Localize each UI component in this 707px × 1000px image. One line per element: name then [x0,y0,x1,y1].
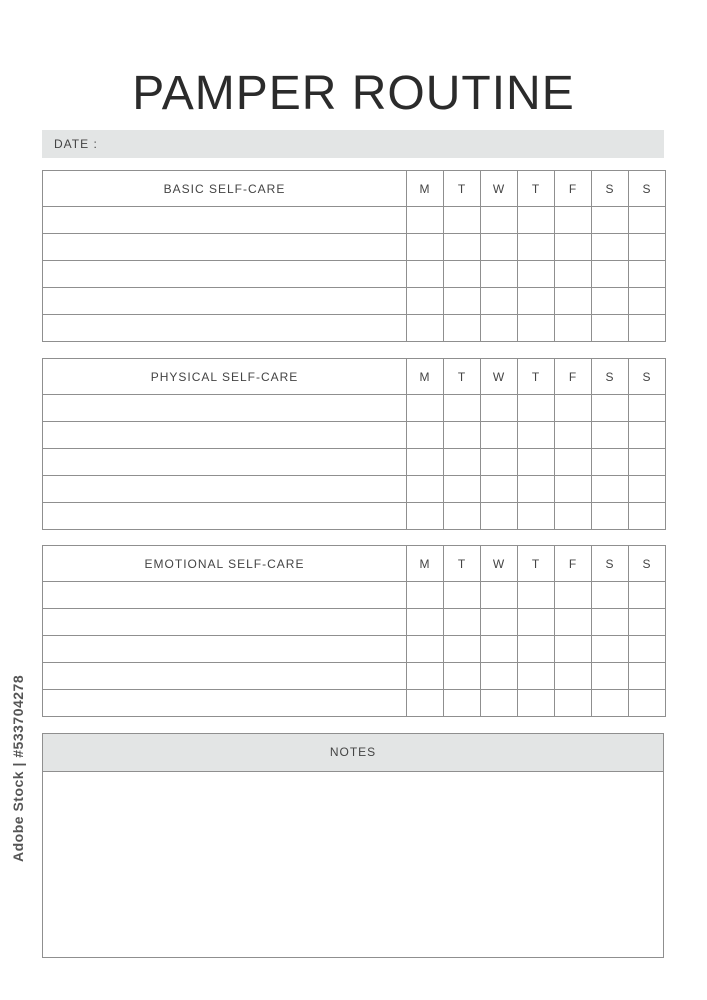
day-check-cell[interactable] [629,636,666,663]
activity-cell[interactable] [43,476,407,503]
tracker-rows [43,395,666,530]
day-header-fri: F [555,171,592,207]
day-check-cell[interactable] [592,422,629,449]
emotional-self-care-table [42,545,666,717]
day-check-cell[interactable] [629,449,666,476]
day-check-cell[interactable] [518,609,555,636]
day-check-cell[interactable] [481,315,518,342]
table-row [43,261,666,288]
day-header-sun: S [629,359,666,395]
day-check-cell[interactable] [592,663,629,690]
day-check-cell[interactable] [518,207,555,234]
day-check-cell[interactable] [407,261,444,288]
day-check-cell[interactable] [629,234,666,261]
day-check-cell[interactable] [481,261,518,288]
day-check-cell[interactable] [629,207,666,234]
activity-cell[interactable] [43,395,407,422]
day-header-mon: M [407,359,444,395]
section-heading: EMOTIONAL SELF-CARE [43,546,407,582]
day-check-cell[interactable] [444,636,481,663]
day-check-cell[interactable] [481,234,518,261]
day-check-cell[interactable] [444,395,481,422]
day-check-cell[interactable] [555,288,592,315]
day-check-cell[interactable] [481,582,518,609]
day-check-cell[interactable] [555,609,592,636]
day-check-cell[interactable] [481,663,518,690]
table-row [43,288,666,315]
activity-cell[interactable] [43,636,407,663]
day-check-cell[interactable] [518,582,555,609]
activity-cell[interactable] [43,663,407,690]
table-row [43,422,666,449]
day-check-cell[interactable] [592,690,629,717]
day-check-cell[interactable] [555,422,592,449]
day-check-cell[interactable] [518,636,555,663]
day-check-cell[interactable] [629,582,666,609]
basic-self-care-table [42,170,666,342]
day-check-cell[interactable] [555,315,592,342]
day-header-thu: T [518,546,555,582]
day-check-cell[interactable] [407,234,444,261]
day-check-cell[interactable] [592,449,629,476]
day-header-mon: M [407,171,444,207]
activity-cell[interactable] [43,449,407,476]
day-check-cell[interactable] [555,690,592,717]
day-check-cell[interactable] [592,234,629,261]
day-check-cell[interactable] [555,261,592,288]
day-check-cell[interactable] [407,582,444,609]
day-header-sun: S [629,546,666,582]
day-check-cell[interactable] [407,636,444,663]
day-header-sat: S [592,171,629,207]
day-check-cell[interactable] [629,315,666,342]
section-heading: PHYSICAL SELF-CARE [43,359,407,395]
day-check-cell[interactable] [444,476,481,503]
day-check-cell[interactable] [444,422,481,449]
day-check-cell[interactable] [481,422,518,449]
date-label: DATE : [54,137,98,151]
section-heading: BASIC SELF-CARE [43,171,407,207]
day-header-sat: S [592,359,629,395]
day-check-cell[interactable] [555,503,592,530]
day-check-cell[interactable] [407,476,444,503]
day-check-cell[interactable] [481,288,518,315]
activity-cell[interactable] [43,261,407,288]
day-check-cell[interactable] [555,395,592,422]
tracker-rows [43,207,666,342]
day-check-cell[interactable] [444,315,481,342]
day-check-cell[interactable] [555,449,592,476]
day-check-cell[interactable] [555,663,592,690]
day-check-cell[interactable] [444,503,481,530]
day-check-cell[interactable] [518,503,555,530]
day-check-cell[interactable] [444,449,481,476]
day-check-cell[interactable] [407,207,444,234]
day-header-fri: F [555,546,592,582]
page-title: PAMPER ROUTINE [132,67,575,121]
day-check-cell[interactable] [518,261,555,288]
day-check-cell[interactable] [518,395,555,422]
day-check-cell[interactable] [629,395,666,422]
day-check-cell[interactable] [592,395,629,422]
day-check-cell[interactable] [592,288,629,315]
day-check-cell[interactable] [407,315,444,342]
activity-cell[interactable] [43,207,407,234]
day-check-cell[interactable] [518,690,555,717]
table-row [43,315,666,342]
notes-heading: NOTES [43,734,663,772]
day-header-fri: F [555,359,592,395]
day-check-cell[interactable] [407,609,444,636]
table-row [43,449,666,476]
day-check-cell[interactable] [481,476,518,503]
day-check-cell[interactable] [444,582,481,609]
activity-cell[interactable] [43,422,407,449]
tracker-rows [43,582,666,717]
day-check-cell[interactable] [555,636,592,663]
stock-id-watermark: Adobe Stock | #533704278 [10,674,26,862]
day-check-cell[interactable] [407,663,444,690]
activity-cell[interactable] [43,582,407,609]
day-header-sat: S [592,546,629,582]
table-row [43,636,666,663]
day-check-cell[interactable] [481,609,518,636]
day-check-cell[interactable] [629,476,666,503]
physical-self-care-table [42,358,666,530]
table-row [43,234,666,261]
day-header-mon: M [407,546,444,582]
day-check-cell[interactable] [407,422,444,449]
activity-cell[interactable] [43,234,407,261]
table-row [43,503,666,530]
day-check-cell[interactable] [592,261,629,288]
day-check-cell[interactable] [481,395,518,422]
day-check-cell[interactable] [518,422,555,449]
day-check-cell[interactable] [407,503,444,530]
day-header-wed: W [481,359,518,395]
day-check-cell[interactable] [444,663,481,690]
day-check-cell[interactable] [629,422,666,449]
day-check-cell[interactable] [481,690,518,717]
day-check-cell[interactable] [518,476,555,503]
activity-cell[interactable] [43,609,407,636]
day-check-cell[interactable] [444,690,481,717]
day-header-thu: T [518,171,555,207]
table-row [43,690,666,717]
activity-cell[interactable] [43,288,407,315]
table-row [43,663,666,690]
day-header-tue: T [444,359,481,395]
day-check-cell[interactable] [629,609,666,636]
table-row [43,582,666,609]
day-check-cell[interactable] [555,207,592,234]
day-header-thu: T [518,359,555,395]
day-check-cell[interactable] [629,690,666,717]
day-check-cell[interactable] [592,503,629,530]
day-check-cell[interactable] [555,476,592,503]
day-check-cell[interactable] [481,636,518,663]
day-check-cell[interactable] [592,636,629,663]
day-check-cell[interactable] [592,609,629,636]
day-check-cell[interactable] [444,207,481,234]
day-header-sun: S [629,171,666,207]
day-check-cell[interactable] [481,503,518,530]
activity-cell[interactable] [43,315,407,342]
day-header-tue: T [444,171,481,207]
day-header-wed: W [481,171,518,207]
day-check-cell[interactable] [444,261,481,288]
day-check-cell[interactable] [444,609,481,636]
day-check-cell[interactable] [555,234,592,261]
day-check-cell[interactable] [518,288,555,315]
table-row [43,207,666,234]
table-row [43,476,666,503]
activity-cell[interactable] [43,503,407,530]
activity-cell[interactable] [43,690,407,717]
day-check-cell[interactable] [407,449,444,476]
day-header-wed: W [481,546,518,582]
day-check-cell[interactable] [518,663,555,690]
day-check-cell[interactable] [629,663,666,690]
day-check-cell[interactable] [407,395,444,422]
day-check-cell[interactable] [629,261,666,288]
day-check-cell[interactable] [592,476,629,503]
day-check-cell[interactable] [629,503,666,530]
table-row [43,395,666,422]
day-check-cell[interactable] [444,288,481,315]
day-check-cell[interactable] [481,449,518,476]
day-check-cell[interactable] [592,582,629,609]
day-header-tue: T [444,546,481,582]
day-check-cell[interactable] [481,207,518,234]
day-check-cell[interactable] [518,234,555,261]
day-check-cell[interactable] [407,690,444,717]
table-row [43,609,666,636]
day-check-cell[interactable] [592,315,629,342]
day-check-cell[interactable] [444,234,481,261]
notes-box[interactable] [42,733,664,958]
day-check-cell[interactable] [555,582,592,609]
date-field[interactable] [42,130,664,158]
day-check-cell[interactable] [629,288,666,315]
day-check-cell[interactable] [592,207,629,234]
day-check-cell[interactable] [407,288,444,315]
day-check-cell[interactable] [518,315,555,342]
day-check-cell[interactable] [518,449,555,476]
